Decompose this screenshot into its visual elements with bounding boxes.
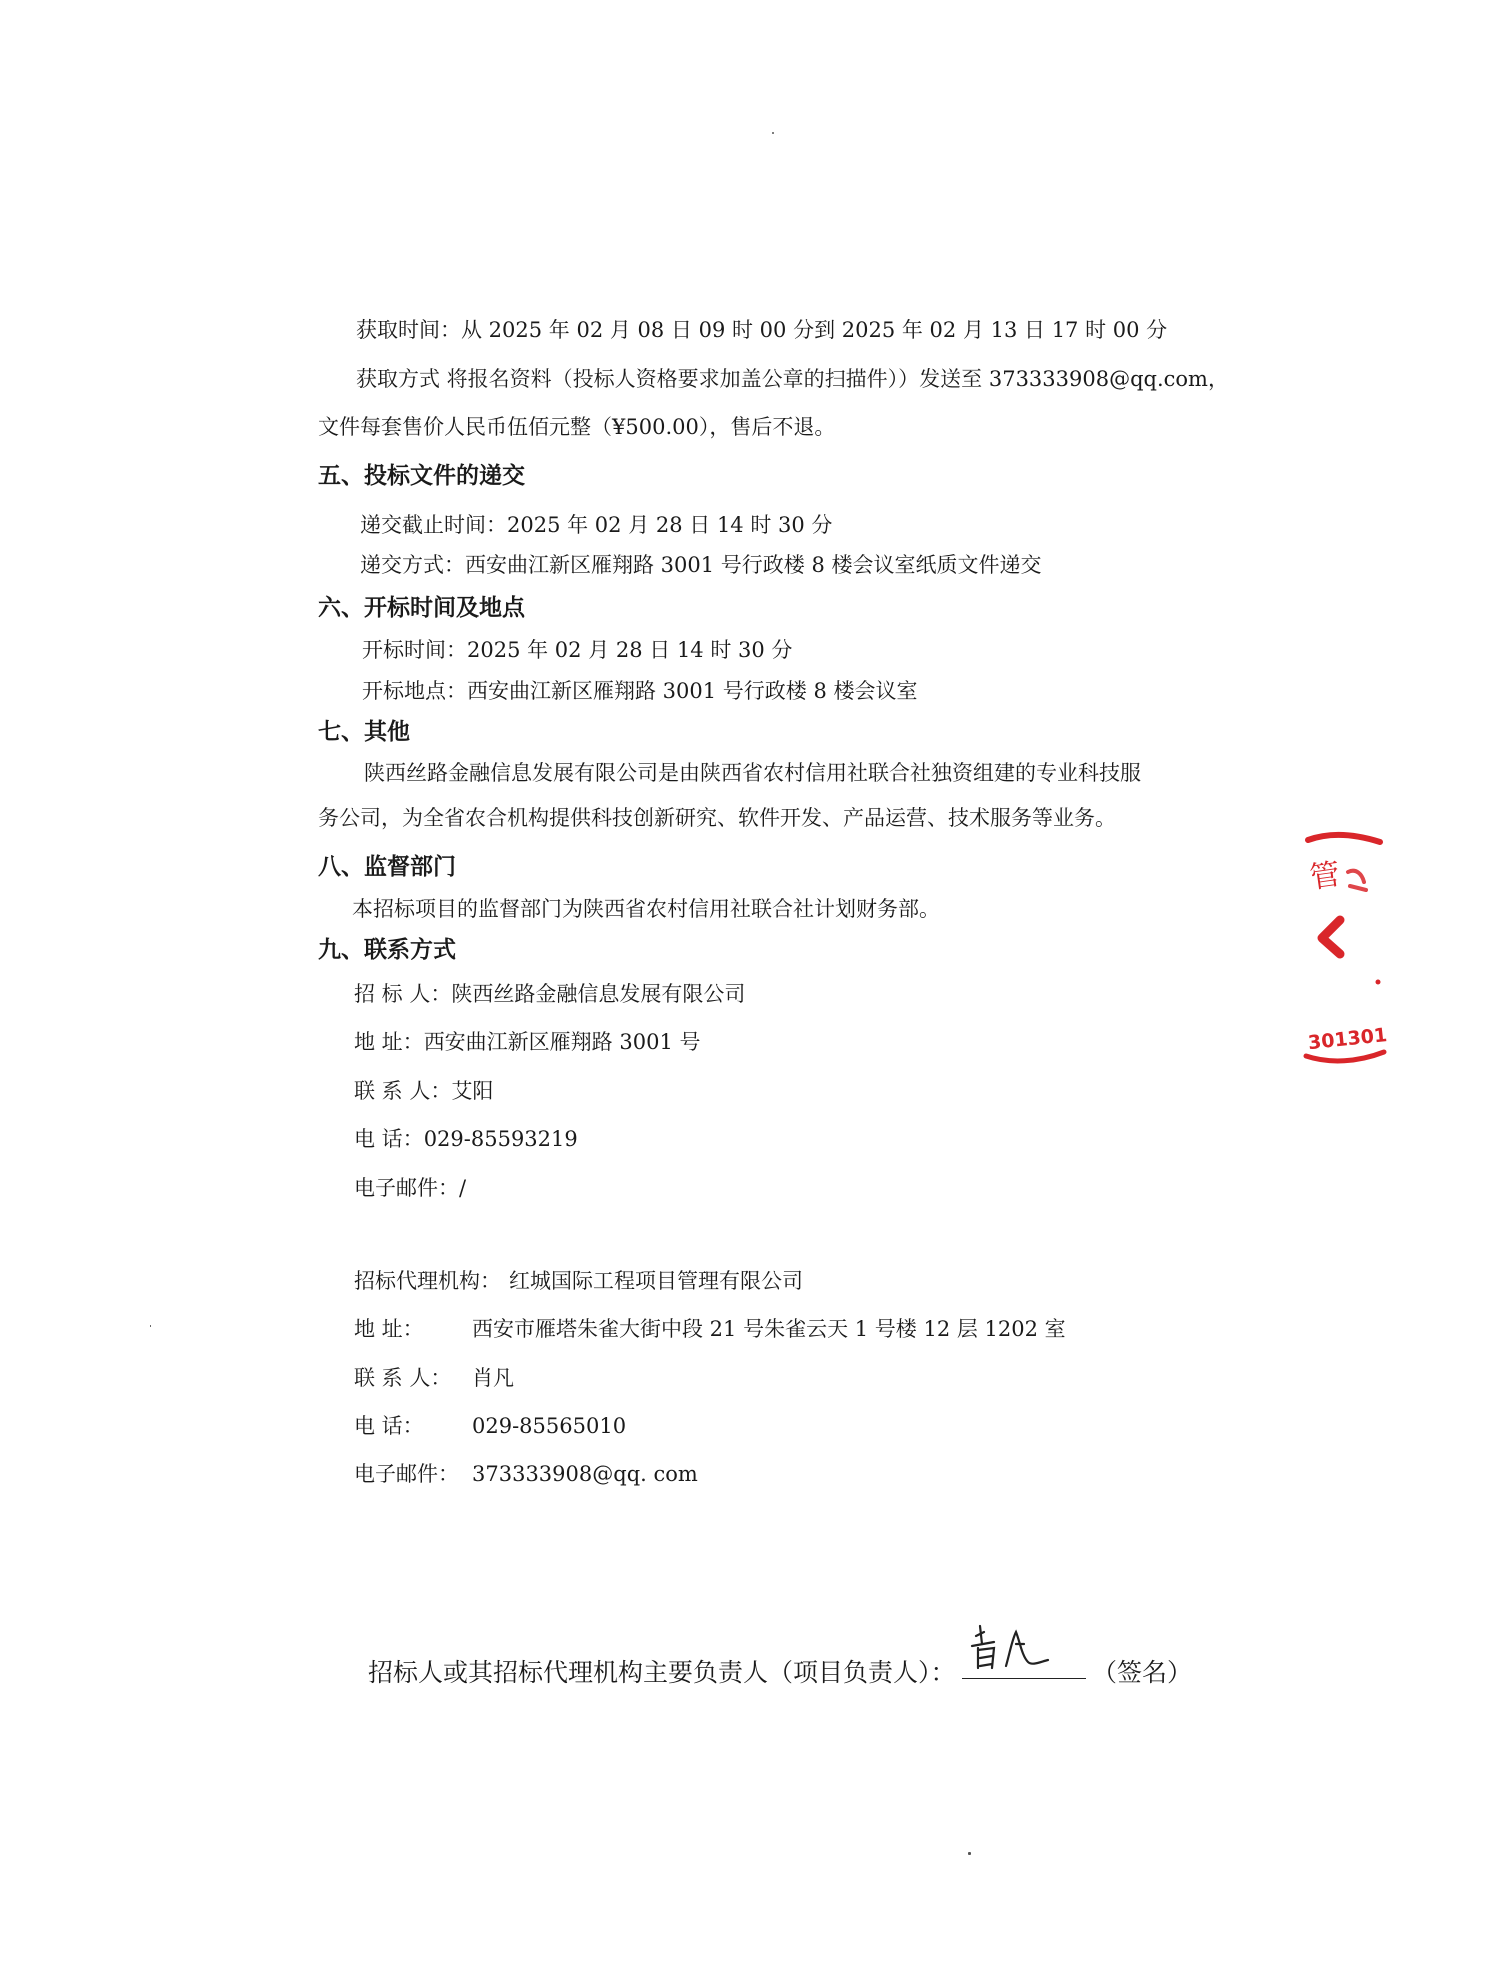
contact-value: 西安市雁塔朱雀大街中段 21 号朱雀云天 1 号楼 12 层 1202 室 xyxy=(472,1317,1066,1341)
obtain-time-line: 获取时间：从 2025 年 02 月 08 日 09 时 00 分到 2025 年 02 月 13 日 17 时 00 分 xyxy=(356,318,1168,342)
contact-row xyxy=(354,1271,803,1292)
contact-value: 029-85565010 xyxy=(472,1414,627,1438)
obtain-method-line-1: 获取方式 将报名资料（投标人资格要求加盖公章的扫描件））发送至 373333908@qq.com， xyxy=(356,367,1229,391)
section-9-heading: 九、联系方式 xyxy=(318,937,456,963)
contact-label: 招标代理机构： xyxy=(354,1269,501,1293)
submission-deadline: 递交截止时间：2025 年 02 月 28 日 14 时 30 分 xyxy=(360,513,833,537)
contact-value: 373333908@qq. com xyxy=(472,1462,698,1486)
contact-row xyxy=(354,1368,514,1389)
contact-row xyxy=(354,1081,493,1102)
contact-label: 电 话： xyxy=(354,1127,424,1151)
partial-seal-stamp xyxy=(1300,820,1390,1080)
contact-row xyxy=(354,1129,578,1150)
contact-row xyxy=(354,1464,698,1485)
contact-row xyxy=(354,1319,1066,1340)
signature-suffix: （签名） xyxy=(1092,1658,1193,1687)
contact-value: 029-85593219 xyxy=(423,1127,578,1151)
contact-value: 陕西丝路金融信息发展有限公司 xyxy=(451,982,746,1006)
contact-label: 电 话： xyxy=(354,1414,424,1438)
contact-row xyxy=(354,1178,466,1199)
contact-label: 地 址： xyxy=(354,1030,424,1054)
contact-row xyxy=(354,984,745,1005)
contact-value: / xyxy=(459,1176,467,1200)
supervision-text: 本招标项目的监督部门为陕西省农村信用社联合社计划财务部。 xyxy=(352,897,940,921)
opening-place: 开标地点：西安曲江新区雁翔路 3001 号行政楼 8 楼会议室 xyxy=(362,679,918,703)
opening-time: 开标时间：2025 年 02 月 28 日 14 时 30 分 xyxy=(362,638,793,662)
contact-label: 电子邮件： xyxy=(354,1176,459,1200)
submission-method: 递交方式：西安曲江新区雁翔路 3001 号行政楼 8 楼会议室纸质文件递交 xyxy=(360,553,1042,577)
signature-underline xyxy=(962,1678,1086,1679)
signature-prompt: 招标人或其招标代理机构主要负责人（项目负责人）： xyxy=(368,1658,956,1687)
contact-label: 联 系 人： xyxy=(354,1366,452,1390)
stamp-char: 管 xyxy=(1307,857,1343,896)
scan-speck xyxy=(772,132,774,134)
contact-value: 红城国际工程项目管理有限公司 xyxy=(509,1269,803,1293)
contact-label: 联 系 人： xyxy=(354,1079,452,1103)
section-6-heading: 六、开标时间及地点 xyxy=(318,595,525,621)
contact-value: 肖凡 xyxy=(472,1366,514,1390)
other-text-line-1: 陕西丝路金融信息发展有限公司是由陕西省农村信用社联合社独资组建的专业科技服 xyxy=(364,761,1141,785)
scan-speck xyxy=(968,1852,971,1855)
section-5-heading: 五、投标文件的递交 xyxy=(318,463,525,489)
scan-speck xyxy=(150,1325,151,1327)
stamp-digits: 301301 xyxy=(1307,1024,1389,1055)
contact-row xyxy=(354,1032,700,1053)
contact-label: 地 址： xyxy=(354,1317,424,1341)
section-8-heading: 八、监督部门 xyxy=(318,854,456,880)
contact-row xyxy=(354,1416,626,1437)
contact-value: 艾阳 xyxy=(451,1079,494,1103)
handwritten-signature xyxy=(970,1622,1070,1678)
contact-value: 西安曲江新区雁翔路 3001 号 xyxy=(423,1030,701,1054)
obtain-method-line-2: 文件每套售价人民币伍佰元整（¥500.00），售后不退。 xyxy=(318,415,836,439)
contact-label: 招 标 人： xyxy=(354,982,452,1006)
other-text-line-2: 务公司，为全省农合机构提供科技创新研究、软件开发、产品运营、技术服务等业务。 xyxy=(318,806,1116,830)
section-7-heading: 七、其他 xyxy=(318,719,410,745)
contact-label: 电子邮件： xyxy=(354,1462,459,1486)
